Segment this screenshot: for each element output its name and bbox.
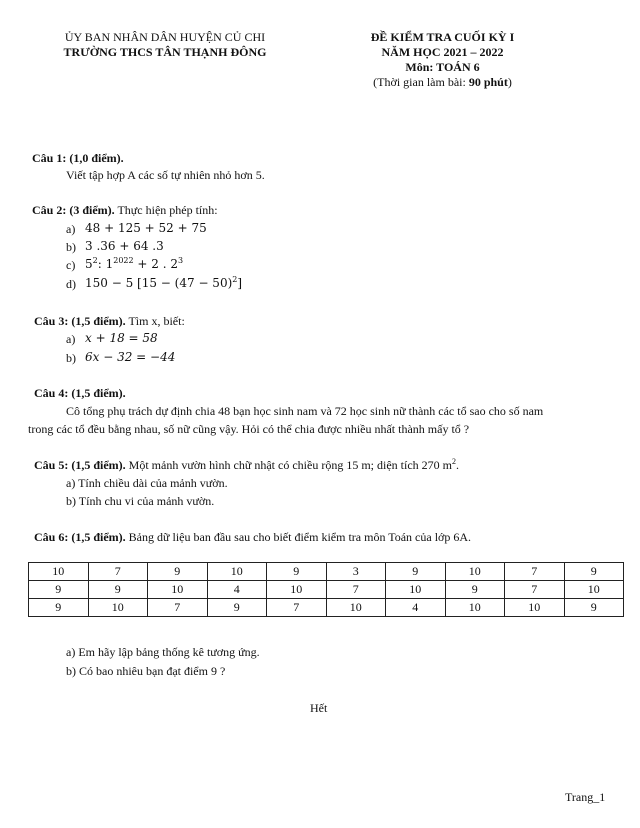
- table-cell: 10: [445, 599, 505, 617]
- table-cell: 10: [445, 563, 505, 581]
- table-cell: 10: [148, 581, 208, 599]
- school-name: TRƯỜNG THCS TÂN THẠNH ĐÔNG: [63, 45, 267, 59]
- header-left: [40, 30, 290, 60]
- q2-c-label: c): [66, 258, 76, 272]
- q4-line1: Cô tổng phụ trách dự định chia 48 bạn học sinh nam và 72 học sinh nữ thành các tổ sao cho số nam: [66, 404, 544, 418]
- table-cell: 7: [505, 563, 565, 581]
- table-cell: 9: [564, 563, 624, 581]
- table-cell: 9: [207, 599, 267, 617]
- table-cell: 10: [267, 581, 327, 599]
- q6-heading: Câu 6: (1,5 điểm). Bảng dữ liệu ban đầu sau cho biết điểm kiểm tra môn Toán của lớp 6A.: [34, 530, 472, 544]
- q6-b: b) Có bao nhiêu bạn đạt điểm 9 ?: [66, 664, 226, 678]
- table-cell: 9: [88, 581, 148, 599]
- exam-title: ĐỀ KIỂM TRA CUỐI KỲ I: [370, 30, 515, 44]
- table-cell: 9: [445, 581, 505, 599]
- table-cell: 9: [564, 599, 624, 617]
- table-row: [29, 581, 624, 599]
- table-cell: 7: [326, 581, 386, 599]
- table-cell: 9: [386, 563, 446, 581]
- q5-b: b) Tính chu vi của mảnh vườn.: [66, 494, 215, 508]
- duration: (Thời gian làm bài: 90 phút): [373, 75, 512, 89]
- table-cell: 10: [326, 599, 386, 617]
- q2-c-expr: $5^2$: $1^{2022} + 2$ . $2^3$: [85, 256, 184, 271]
- q3-a-label: a): [66, 332, 76, 346]
- subject: Môn: TOÁN 6: [405, 60, 480, 74]
- q5-heading: Câu 5: (1,5 điểm). Một mảnh vườn hình chữ nhật có chiều rộng 15 m; diện tích 270 $m^2$.: [34, 457, 459, 472]
- table-cell: 9: [267, 563, 327, 581]
- q2-b-expr: 3 .36 + 64 .3: [85, 239, 164, 253]
- table-cell: 10: [386, 581, 446, 599]
- q2-heading: Câu 2: (3 điểm). Thực hiện phép tính:: [32, 203, 218, 217]
- table-cell: 10: [29, 563, 89, 581]
- table-cell: 10: [505, 599, 565, 617]
- table-cell: 7: [267, 599, 327, 617]
- q3-b-expr: 6x − 32 = −44: [85, 350, 176, 364]
- table-cell: 7: [505, 581, 565, 599]
- table-cell: 10: [564, 581, 624, 599]
- table-cell: 7: [148, 599, 208, 617]
- q4-line2: trong các tổ đều bằng nhau, số nữ cũng vậy. Hỏi có thể chia được nhiều nhất thành mấy tổ ?: [28, 422, 470, 436]
- q2-d-label: d): [66, 277, 76, 291]
- q5-a: a) Tính chiều dài của mảnh vườn.: [66, 476, 228, 490]
- district-committee: ỦY BAN NHÂN DÂN HUYỆN CỦ CHI: [64, 30, 266, 44]
- table-row: [29, 563, 624, 581]
- q6-a: a) Em hãy lập bảng thống kê tương ứng.: [66, 645, 260, 659]
- table-cell: 9: [148, 563, 208, 581]
- q2-a-label: a): [66, 222, 76, 236]
- q3-a-expr: x + 18 = 58: [85, 331, 158, 345]
- table-cell: 10: [207, 563, 267, 581]
- q2-a-expr: 48 + 125 + 52 + 75: [85, 221, 207, 235]
- q2-b-label: b): [66, 240, 76, 254]
- q2-d-expr: 150 − 5 $[15 - (47 - 50)^2]$: [85, 275, 243, 290]
- q3-heading: Câu 3: (1,5 điểm). Tìm x, biết:: [34, 314, 185, 328]
- school-year: NĂM HỌC 2021 – 2022: [381, 45, 504, 59]
- table-cell: 4: [386, 599, 446, 617]
- header-right: [335, 30, 550, 90]
- table-cell: 10: [88, 599, 148, 617]
- q1-text: Viết tập hợp A các số tự nhiên nhỏ hơn 5.: [66, 168, 265, 182]
- table-cell: 7: [88, 563, 148, 581]
- end-mark: Hết: [310, 701, 328, 715]
- q4-title: Câu 4: (1,5 điểm).: [34, 386, 126, 400]
- score-table: [28, 562, 624, 617]
- q3-b-label: b): [66, 351, 76, 365]
- page-number: Trang_1: [565, 790, 606, 804]
- table-cell: 4: [207, 581, 267, 599]
- table-cell: 9: [29, 581, 89, 599]
- q1-title: Câu 1: (1,0 điểm).: [32, 151, 124, 165]
- table-row: [29, 599, 624, 617]
- table-cell: 9: [29, 599, 89, 617]
- table-cell: 3: [326, 563, 386, 581]
